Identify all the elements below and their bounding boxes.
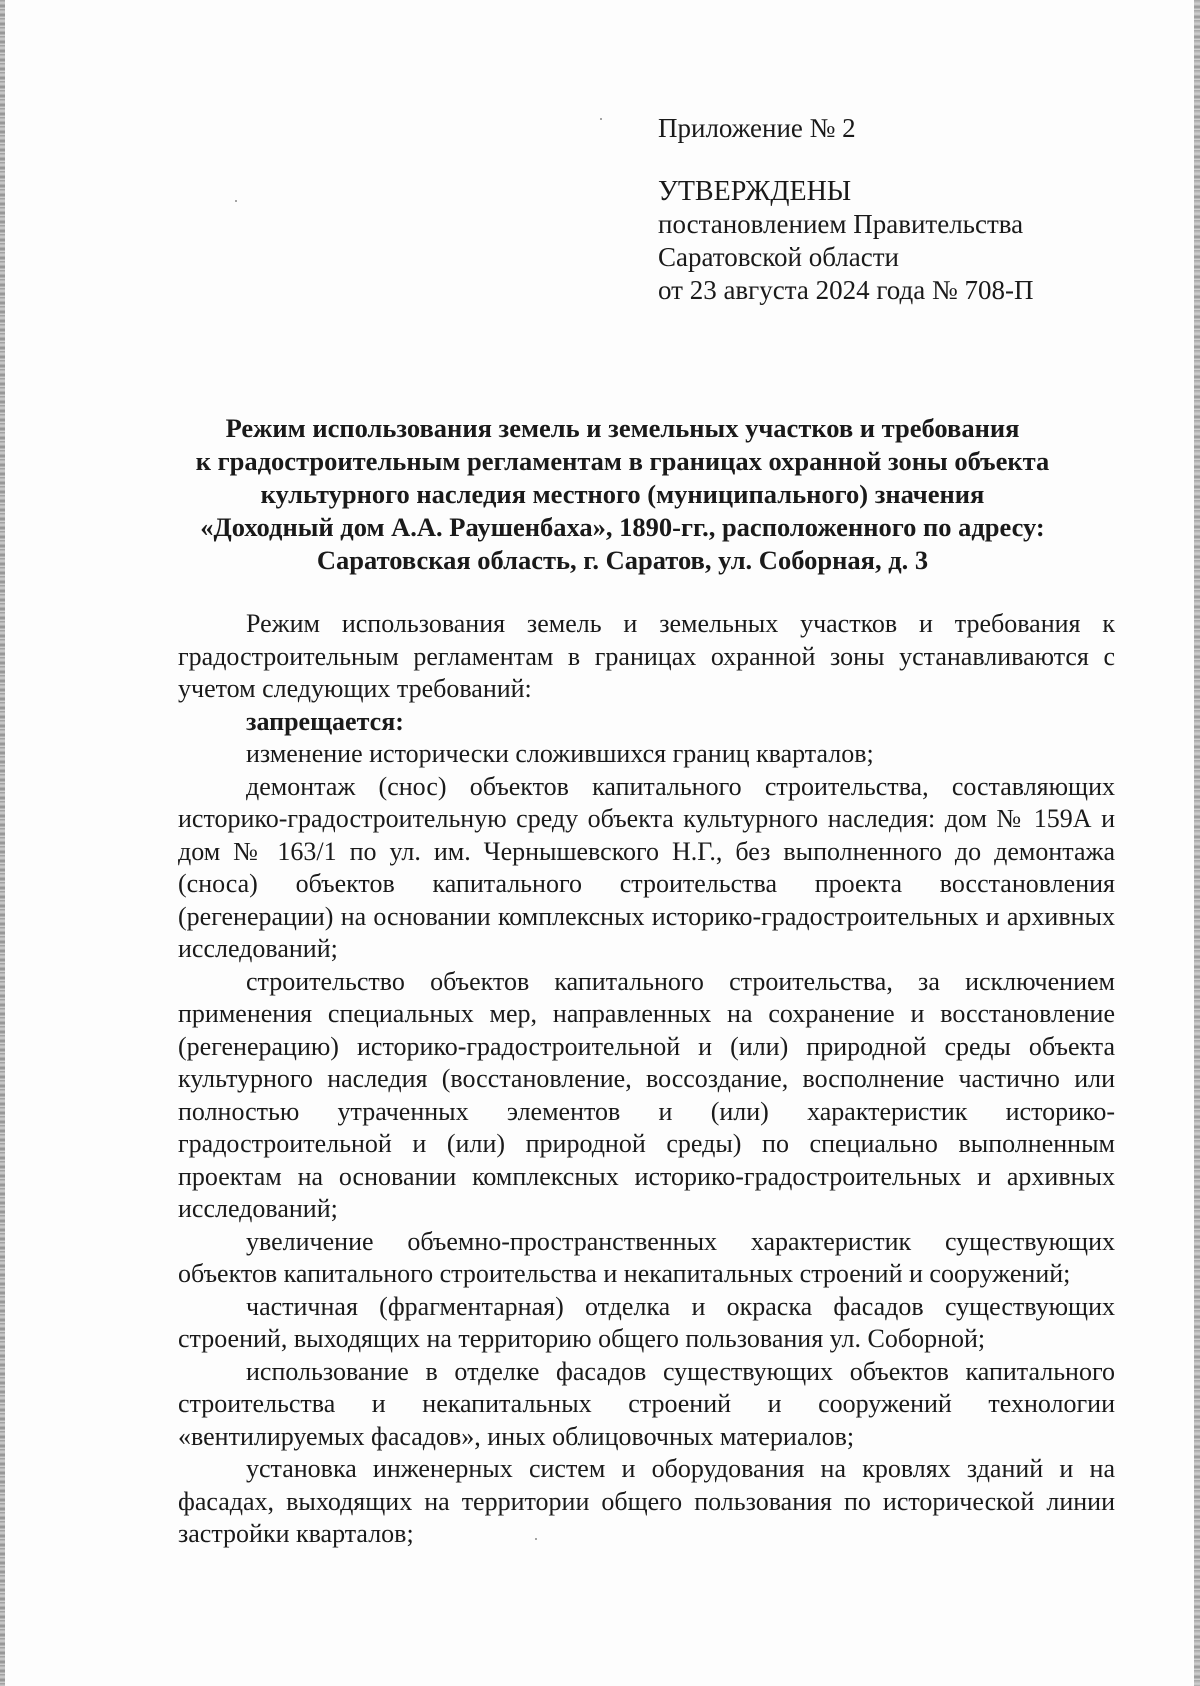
prohibition-item: частичная (фрагментарная) отделка и окраска фасадов существующих строений, выходящих на территорию общего пользования ул. Соборной; [178,1291,1115,1353]
title-line: культурного наследия местного (муниципального) значения [260,479,985,509]
approval-block [658,112,1158,307]
scan-speck [535,1538,537,1540]
scan-edge-right [1194,0,1200,1686]
title-line: к градостроительным регламентам в границах охранной зоны объекта [195,446,1050,476]
prohibition-item: строительство объектов капитального строительства, за исключением применения специальных мер, направленных на сохранение и восстановление (регенерацию) историко-градостроительной и (или) природной среды объекта культурного наследия (восстановление, воссоздание, восполнение частично или полностью утраченных элементов и (или) характеристик историко-градостроительной и (или) природной среды) по специально выполненным проектам на основании комплексных историко-градостроительных и архивных исследований; [178,966,1115,1223]
prohibition-item: установка инженерных систем и оборудования на кровлях зданий и на фасадах, выходящих на территории общего пользования по исторической линии застройки кварталов; [178,1454,1115,1548]
prohibition-item: использование в отделке фасадов существующих объектов капитального строительства и некапитальных строений и сооружений технологии «вентилируемых фасадов», иных облицовочных материалов; [178,1356,1115,1451]
approval-line-decree: постановлением Правительства [658,209,1024,239]
title-line: Режим использования земель и земельных участков и требования [225,413,1020,443]
scan-speck [235,200,237,202]
scan-speck [600,118,602,120]
intro-paragraph: Режим использования земель и земельных участков и требования к градостроительным регламентам в границах охранной зоны устанавливаются с учетом следующих требований: [178,609,1115,703]
annex-number: Приложение № 2 [658,113,856,143]
title-line: «Доходный дом А.А. Раушенбаха», 1890-гг., расположенного по адресу: [200,512,1045,542]
document-body [178,608,1115,1551]
document-title [170,412,1075,577]
scan-edge-left [0,0,5,1686]
prohibition-item: демонтаж (снос) объектов капитального строительства, составляющих историко-градостроительную среду объекта культурного наследия: дом № 159А и дом № 163/1 по ул. им. Чернышевского Н.Г., без выполненного до демонтажа (сноса) объектов капитального строительства проекта восстановления (регенерации) на основании комплексных историко-градостроительных и архивных исследований; [178,771,1115,963]
prohibition-item: увеличение объемно-пространственных характеристик существующих объектов капитального строительства и некапитальных строений и сооружений; [178,1226,1115,1288]
approval-line-date: от 23 августа 2024 года № 708-П [658,275,1034,305]
approved-label: УТВЕРЖДЕНЫ [658,176,852,207]
prohibited-heading: запрещается: [246,706,404,736]
approval-line-region: Саратовской области [658,242,899,272]
title-line: Саратовская область, г. Саратов, ул. Соборная, д. 3 [316,545,929,575]
prohibition-item: изменение исторически сложившихся границ кварталов; [246,739,874,768]
